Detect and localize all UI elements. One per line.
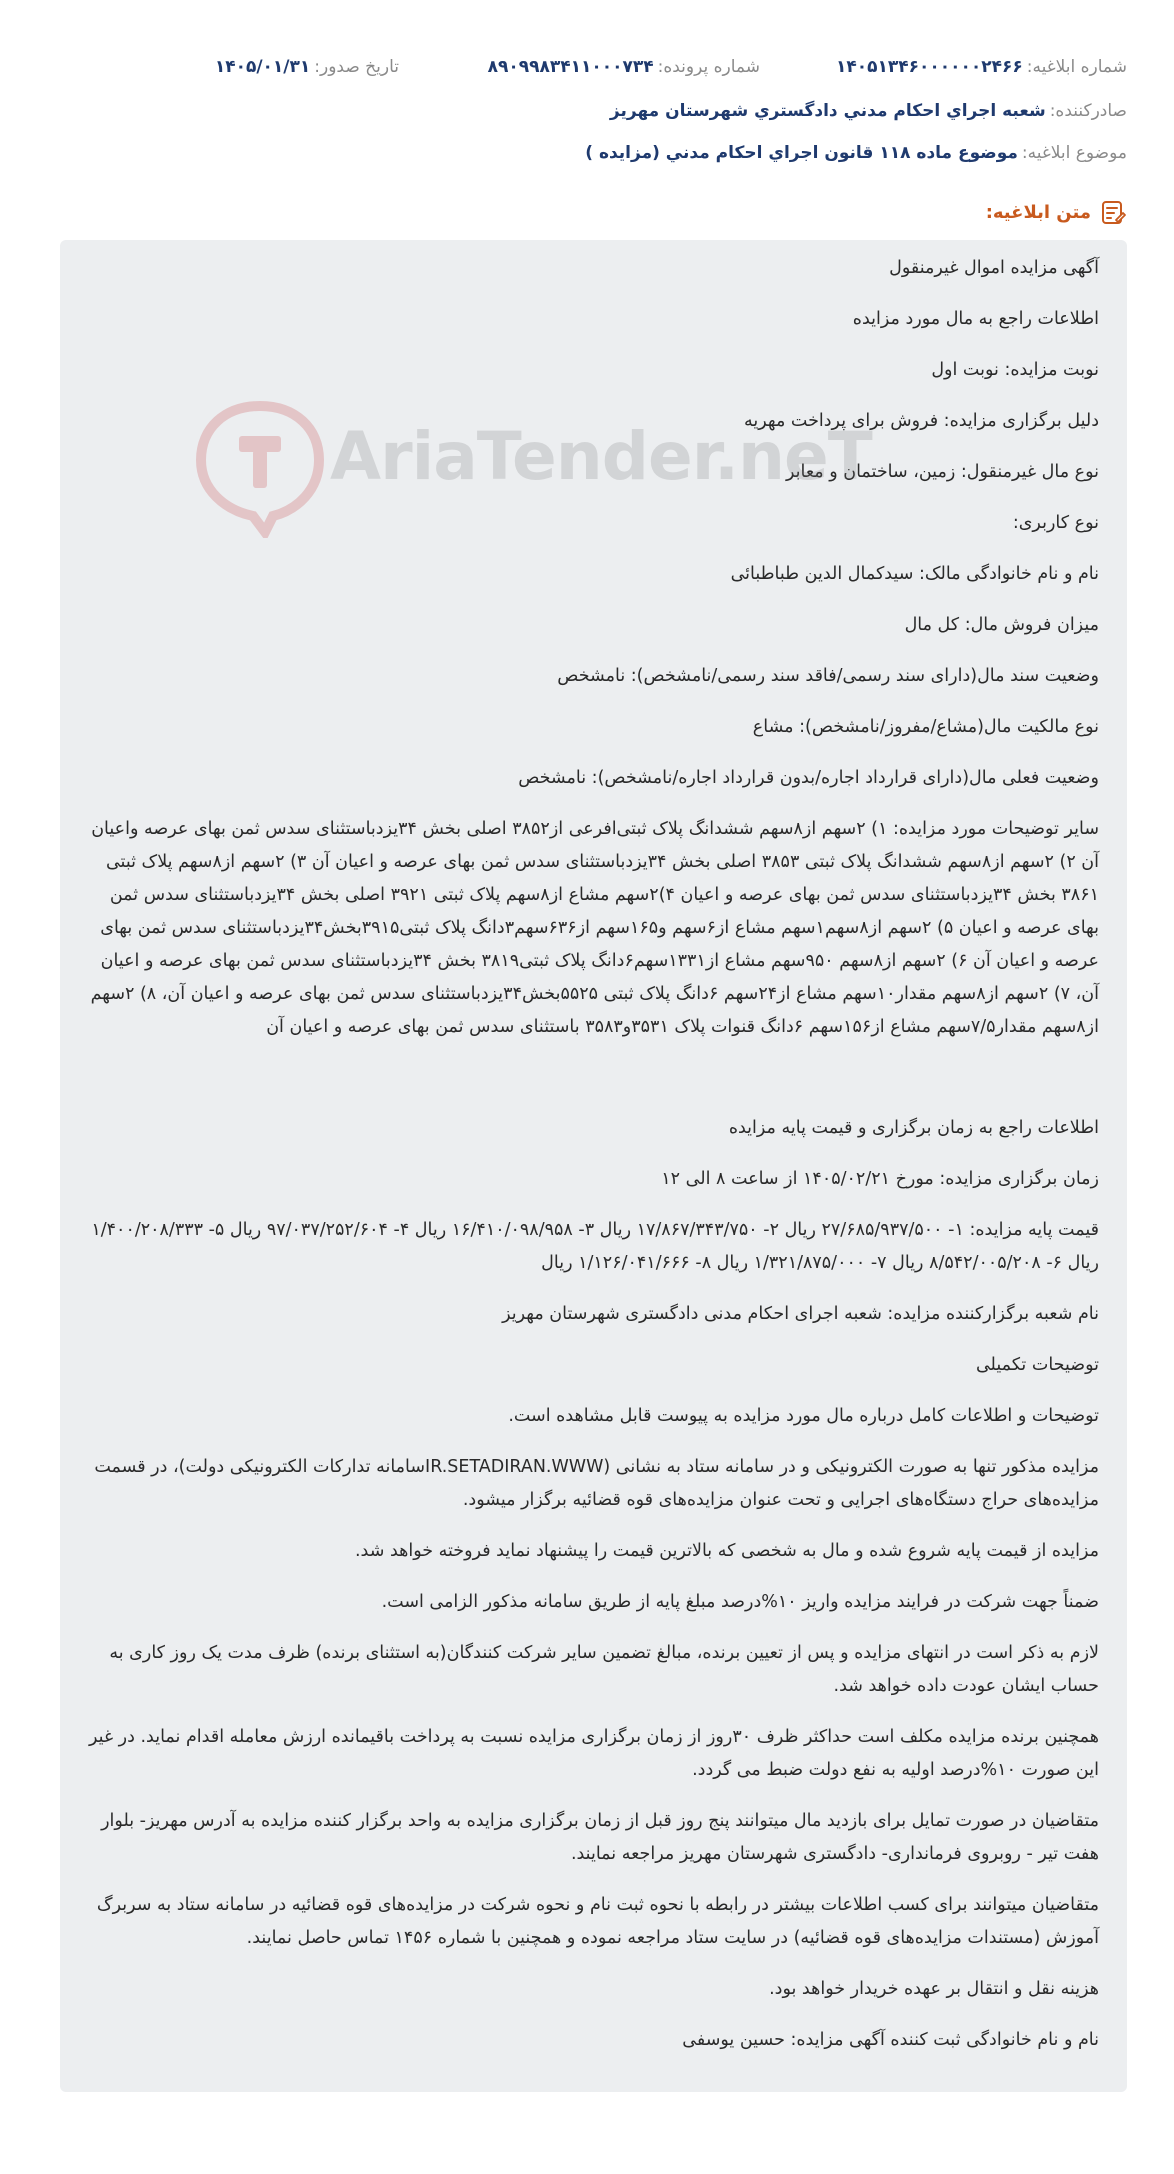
paragraph-auction-reason: دلیل برگزاری مزایده: فروش برای پرداخت مهریه [743,411,1099,431]
issuer-label: صادرکننده: [1049,101,1127,121]
paragraph-property-info-heading: اطلاعات راجع به مال مورد مزایده [852,309,1099,329]
paragraph-title: آگهی مزایده اموال غیرمنقول [889,258,1099,278]
paragraph-deed-status: وضعیت سند مال(دارای سند رسمی/فاقد سند رسمی/نامشخص): نامشخص [557,666,1099,686]
paragraph-help-info: متقاضیان میتوانند برای کسب اطلاعات بیشتر در رابطه با نحوه ثبت نام و نحوه شرکت در مزایده‌های قوه قضائیه در سامانه ستاد به سربرگ آموزش (مستندات مزایده‌های قوه قضائیه) در سایت ستاد مراجعه نموده و همچنین با شماره ۱۴۵۶ تماس حاصل نمایند. [96,1895,1099,1948]
notice-content [80,252,1099,2075]
notice-number-value: ۱۴۰۵۱۳۴۶۰۰۰۰۰۰۲۴۶۶ [835,57,1023,77]
subject-value: موضوع ماده ۱۱۸ قانون اجراي احکام مدني (مزايده ) [585,143,1018,163]
case-number-label: شماره پرونده: [657,57,760,77]
issue-date-label: تاریخ صدور: [314,57,399,77]
meta-row-issuer [47,96,1127,126]
case-number-value: ۸۹۰۹۹۸۳۴۱۱۰۰۰۷۳۴ [487,57,654,77]
paragraph-transfer-cost: هزینه نقل و انتقال بر عهده خریدار خواهد بود. [769,1979,1099,1999]
paragraph-electronic-auction: مزایده مذکور تنها به صورت الکترونیکی و در سامانه ستاد به نشانی (IR.SETADIRAN.WWWسامانه تدارکات الکترونیکی دولت)، در قسمت مزایده‌های حراج دستگاه‌های اجرایی و تحت عنوان مزایده‌های قوه قضائیه برگزار میشود. [94,1457,1099,1510]
content-spacer [80,1062,1099,1112]
paragraph-property-type: نوع مال غیرمنقول: زمین، ساختمان و معابر [786,462,1099,482]
subject [585,143,1127,163]
issue-date-value: ۱۴۰۵/۰۱/۳۱ [214,57,311,77]
notice-content-box [60,240,1127,2092]
paragraph-supplementary-heading: توضیحات تکمیلی [975,1355,1099,1375]
paragraph-other-details: سایر توضیحات مورد مزایده: ۱) ۲سهم از۸سهم ششدانگ پلاک ثبتی‌افرعی از۳۸۵۲ اصلی بخش ۳۴یزدباستثنای سدس ثمن بهای عرصه واعیان آن ۲) ۲سهم از۸سهم ششدانگ پلاک ثبتی ۳۸۵۳ اصلی بخش ۳۴یزدباستثنای سدس ثمن بهای عرصه و اعیان آن ۳) ۲سهم از۸سهم پلاک ثبتی ۳۸۶۱ بخش ۳۴یزدباستثنای سدس ثمن بهای عرصه و اعیان ۴)۲سهم مشاع از۸سهم پلاک ثبتی ۳۹۲۱ اصلی بخش ۳۴یزدباستثنای سدس ثمن بهای عرصه و اعیان ۵) ۲سهم از۸سهم۱سهم مشاع از۶سهم و۱۶۵سهم از۶۳۶سهم۳دانگ پلاک ثبتی۳۹۱۵بخش۳۴یزدباستثنای سدس ثمن بهای عرصه و اعیان آن ۶) ۲سهم از۸سهم ۹۵۰سهم مشاع از۱۳۳۱سهم۶دانگ پلاک ثبتی۳۸۱۹ بخش ۳۴یزدباستثنای سدس ثمن بهای عرصه و اعیان آن، ۷) ۲سهم از۸سهم مقدار۱۰سهم مشاع از۲۴سهم ۶دانگ پلاک ثبتی ۵۵۲۵بخش۳۴یزدباستثنای سدس ثمن بهای عرصه و اعیان آن، ۸) ۲سهم از۸سهم مقدار۷/۵سهم مشاع از۱۵۶سهم ۶دانگ قنوات پلاک ۳۵۳۱و۳۵۸۳ باستثنای سدس ثمن بهای عرصه و اعیان آن [90,819,1099,1037]
paragraph-base-price-rule: مزایده از قیمت پایه شروع شده و مال به شخصی که بالاترین قیمت را پیشنهاد نماید فروخته خواهد شد. [354,1541,1099,1561]
paragraph-time-price-heading: اطلاعات راجع به زمان برگزاری و قیمت پایه مزایده [728,1118,1099,1138]
subject-label: موضوع ابلاغیه: [1021,143,1127,163]
watermark-text: AriaTender.neT [330,418,872,495]
paragraph-visit-info: متقاضیان در صورت تمایل برای بازدید مال میتوانند پنج روز قبل از زمان برگزاری مزایده به واحد برگزار کننده مزایده به آدرس مهریز- بلوار هفت تیر - روبروی فرمانداری- دادگستری شهرستان مهریز مراجعه نمایند. [101,1811,1099,1864]
notice-number-label: شماره ابلاغیه: [1026,57,1127,77]
document-edit-icon [1099,198,1127,226]
meta-row-numbers [47,52,1127,82]
issuer-value: شعبه اجراي احکام مدني دادگستري شهرستان مهريز [609,101,1046,121]
case-number [488,57,760,77]
paragraph-auction-time: زمان برگزاری مزایده: مورخ ۱۴۰۵/۰۲/۲۱ از ساعت ۸ الی ۱۲ [661,1169,1099,1189]
issuer [610,101,1127,121]
notice-text-title: متن ابلاغیه: [985,201,1091,223]
paragraph-auction-round: نوبت مزایده: نوبت اول [931,360,1099,380]
paragraph-base-prices: قیمت پایه مزایده: ۱- ۲۷/۶۸۵/۹۳۷/۵۰۰ ریال ۲- ۱۷/۸۶۷/۳۴۳/۷۵۰ ریال ۳- ۱۶/۴۱۰/۰۹۸/۹۵۸ ریال ۴- ۹۷/۰۳۷/۲۵۲/۶۰۴ ریال ۵- ۱/۴۰۰/۲۰۸/۳۳۳ ریال ۶- ۸/۵۴۲/۰۰۵/۲۰۸ ریال ۷- ۱/۳۲۱/۸۷۵/۰۰۰ ریال ۸- ۱/۱۲۶/۰۴۱/۶۶۶ ریال [91,1220,1099,1273]
paragraph-ownership-type: نوع مالکیت مال(مشاع/مفروز/نامشخص): مشاع [752,717,1099,737]
paragraph-current-status: وضعیت فعلی مال(دارای قرارداد اجاره/بدون قرارداد اجاره/نامشخص): نامشخص [518,768,1099,788]
meta-row-subject [47,138,1127,168]
paragraph-attachment-note: توضیحات و اطلاعات کامل درباره مال مورد مزایده به پیوست قابل مشاهده است. [508,1406,1099,1426]
paragraph-payment-deadline: همچنین برنده مزایده مکلف است حداکثر ظرف ۳۰روز از زمان برگزاری مزایده نسبت به پرداخت باقیمانده ارزش معامله اقدام نماید. در غیر این صورت ۱۰%درصد اولیه به نفع دولت ضبط می گردد. [89,1727,1099,1780]
paragraph-registrar-name: نام و نام خانوادگی ثبت کننده آگهی مزایده: حسین یوسفی [682,2030,1099,2050]
paragraph-owner-name: نام و نام خانوادگی مالک: سیدکمال الدین طباطبائی [730,564,1099,584]
paragraph-deposit-rule: ضمناً جهت شرکت در فرایند مزایده واریز ۱۰%درصد مبلغ پایه از طریق سامانه مذکور الزامی است. [381,1592,1099,1612]
paragraph-usage-type: نوع کاربری: [1012,513,1099,533]
paragraph-sale-amount: میزان فروش مال: کل مال [904,615,1099,635]
issue-date [215,57,399,77]
paragraph-organizer-branch: نام شعبه برگزارکننده مزایده: شعبه اجرای احکام مدنی دادگستری شهرستان مهریز [502,1304,1099,1324]
notice-number [836,57,1127,77]
notice-text-heading [986,198,1127,226]
paragraph-refund-rule: لازم به ذکر است در انتهای مزایده و پس از تعیین برنده، مبالغ تضمین سایر شرکت کنندگان(به استثنای برنده) ظرف مدت یک روز کاری به حساب ایشان عودت داده خواهد شد. [109,1643,1099,1696]
